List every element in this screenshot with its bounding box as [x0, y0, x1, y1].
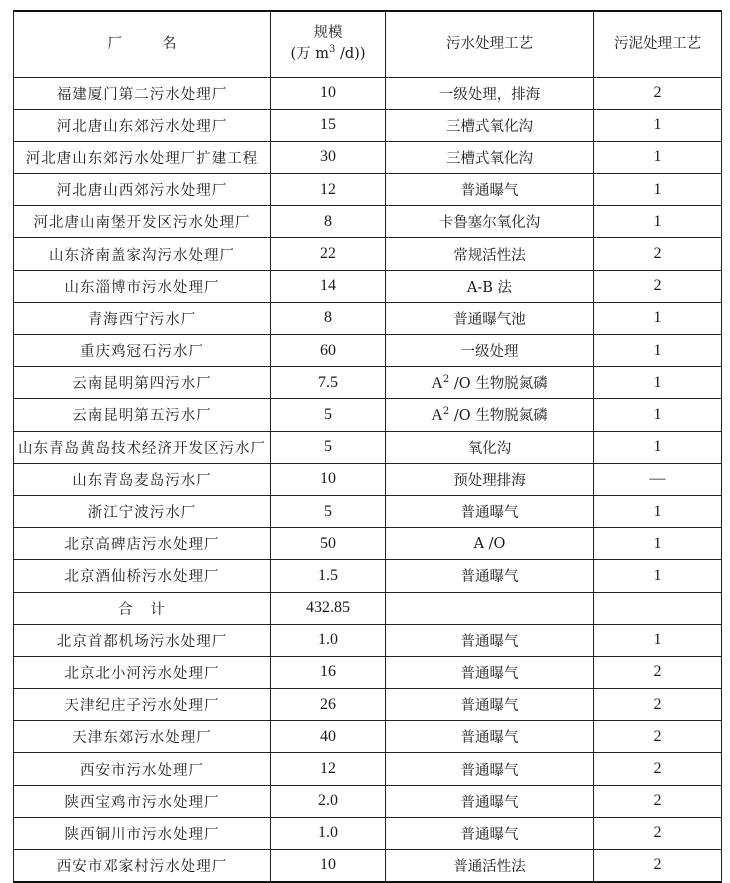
sewage-process-cell: 普通曝气 [386, 560, 594, 592]
scale-cell: 22 [271, 238, 386, 270]
sewage-process-cell: 普通曝气 [386, 785, 594, 817]
table-row [14, 270, 722, 302]
header-row [14, 11, 722, 77]
scale-cell: 12 [271, 174, 386, 206]
sludge-process-cell: 2 [594, 270, 722, 302]
table-row [14, 656, 722, 688]
sludge-process-cell: 2 [594, 689, 722, 721]
sludge-process-cell [594, 592, 722, 624]
scale-cell: 30 [271, 141, 386, 173]
plant-name-cell: 重庆鸡冠石污水厂 [14, 335, 271, 367]
scale-cell: 1.5 [271, 560, 386, 592]
col-header-scale [271, 11, 386, 77]
plant-name-cell: 浙江宁波污水厂 [14, 495, 271, 527]
sewage-process-cell: $A^2$ /O 生物脱氮磷 [386, 399, 594, 431]
sewage-process-cell: 卡鲁塞尔氧化沟 [386, 206, 594, 238]
scale-cell: 12 [271, 753, 386, 785]
col-header-plant-name: 厂 名 [14, 11, 271, 77]
table-row [14, 109, 722, 141]
scale-header-unit: (万 $m^3$ /d)) [290, 44, 366, 63]
plant-name-cell: 北京酒仙桥污水处理厂 [14, 560, 271, 592]
sludge-process-cell: 2 [594, 817, 722, 849]
plant-name-cell: 西安市邓家村污水处理厂 [14, 850, 271, 882]
plant-name-cell: 陕西铜川市污水处理厂 [14, 817, 271, 849]
sewage-process-cell: $A^2$ /O 生物脱氮磷 [386, 367, 594, 399]
sewage-process-cell: 普通曝气 [386, 656, 594, 688]
scale-cell: 40 [271, 721, 386, 753]
scale-cell: 8 [271, 206, 386, 238]
sludge-process-cell: 2 [594, 785, 722, 817]
sludge-process-cell: 2 [594, 850, 722, 882]
table-row [14, 624, 722, 656]
sewage-process-cell: 普通曝气 [386, 753, 594, 785]
plant-name-cell: 合 计 [14, 592, 271, 624]
sewage-process-cell: 常规活性法 [386, 238, 594, 270]
sewage-process-cell: 一级处理，排海 [386, 77, 594, 109]
plant-name-cell: 青海西宁污水厂 [14, 302, 271, 334]
plant-name-cell: 河北唐山南堡开发区污水处理厂 [14, 206, 271, 238]
sludge-process-cell: 1 [594, 206, 722, 238]
table-row [14, 689, 722, 721]
plant-name-cell: 河北唐山东郊污水处理厂扩建工程 [14, 141, 271, 173]
plant-name-cell: 山东青岛麦岛污水厂 [14, 463, 271, 495]
table-row [14, 335, 722, 367]
plant-name-cell: 天津东郊污水处理厂 [14, 721, 271, 753]
scale-cell: 10 [271, 77, 386, 109]
sewage-process-cell: A /O [386, 528, 594, 560]
sewage-process-cell: 预处理排海 [386, 463, 594, 495]
sludge-process-cell: 1 [594, 431, 722, 463]
sludge-process-cell: 1 [594, 109, 722, 141]
plant-name-cell: 北京北小河污水处理厂 [14, 656, 271, 688]
sewage-process-cell [386, 592, 594, 624]
plant-name-cell: 山东青岛黄岛技术经济开发区污水厂 [14, 431, 271, 463]
col-header-sewage-process: 污水处理工艺 [386, 11, 594, 77]
table-row [14, 495, 722, 527]
scale-cell: 60 [271, 335, 386, 367]
sewage-process-cell: A-B 法 [386, 270, 594, 302]
plant-name-cell: 陕西宝鸡市污水处理厂 [14, 785, 271, 817]
sewage-process-cell: 普通曝气 [386, 624, 594, 656]
plant-name-cell: 云南昆明第五污水厂 [14, 399, 271, 431]
plant-name-cell: 福建厦门第二污水处理厂 [14, 77, 271, 109]
scale-cell: 2.0 [271, 785, 386, 817]
sludge-process-cell: 2 [594, 238, 722, 270]
table-row [14, 817, 722, 849]
sludge-process-cell: 1 [594, 141, 722, 173]
sludge-process-cell: 1 [594, 302, 722, 334]
table-row [14, 399, 722, 431]
table-row [14, 592, 722, 624]
table-row [14, 77, 722, 109]
scale-cell: 15 [271, 109, 386, 141]
sludge-process-cell: 1 [594, 495, 722, 527]
scale-cell: 16 [271, 656, 386, 688]
sewage-process-cell: 三槽式氧化沟 [386, 141, 594, 173]
sewage-process-cell: 普通曝气 [386, 174, 594, 206]
scale-cell: 5 [271, 495, 386, 527]
sludge-process-cell: 2 [594, 77, 722, 109]
scale-cell: 5 [271, 399, 386, 431]
wastewater-plant-table [13, 10, 722, 883]
scale-cell: 14 [271, 270, 386, 302]
sludge-process-cell: 1 [594, 399, 722, 431]
table-header [14, 11, 722, 77]
plant-name-cell: 西安市污水处理厂 [14, 753, 271, 785]
scale-cell: 5 [271, 431, 386, 463]
plant-name-cell: 北京高碑店污水处理厂 [14, 528, 271, 560]
sewage-process-cell: 一级处理 [386, 335, 594, 367]
sewage-process-cell: 普通曝气池 [386, 302, 594, 334]
table-row [14, 141, 722, 173]
col-header-sludge-process: 污泥处理工艺 [594, 11, 722, 77]
sewage-process-cell: 三槽式氧化沟 [386, 109, 594, 141]
table-row [14, 367, 722, 399]
sludge-process-cell: 1 [594, 528, 722, 560]
plant-name-cell: 北京首都机场污水处理厂 [14, 624, 271, 656]
sewage-process-cell: 普通活性法 [386, 850, 594, 882]
scale-cell: 1.0 [271, 817, 386, 849]
table-row [14, 302, 722, 334]
plant-name-cell: 天津纪庄子污水处理厂 [14, 689, 271, 721]
table-row [14, 753, 722, 785]
plant-name-cell: 河北唐山西郊污水处理厂 [14, 174, 271, 206]
scale-cell: 7.5 [271, 367, 386, 399]
scale-cell: 50 [271, 528, 386, 560]
sewage-process-cell: 普通曝气 [386, 817, 594, 849]
scale-cell: 10 [271, 463, 386, 495]
sewage-process-cell: 氧化沟 [386, 431, 594, 463]
scale-cell: 1.0 [271, 624, 386, 656]
sludge-process-cell: 1 [594, 335, 722, 367]
table-row [14, 431, 722, 463]
sludge-process-cell: 2 [594, 656, 722, 688]
sludge-process-cell: 1 [594, 624, 722, 656]
table-row [14, 238, 722, 270]
sewage-process-cell: 普通曝气 [386, 721, 594, 753]
sludge-process-cell: 2 [594, 721, 722, 753]
scale-cell: 432.85 [271, 592, 386, 624]
plant-name-cell: 山东淄博市污水处理厂 [14, 270, 271, 302]
scale-header-line1: 规模 [313, 25, 343, 42]
scale-cell: 8 [271, 302, 386, 334]
table-row [14, 560, 722, 592]
sludge-process-cell: 1 [594, 367, 722, 399]
table-row [14, 528, 722, 560]
table-row [14, 721, 722, 753]
table-row [14, 850, 722, 882]
plant-name-cell: 山东济南盖家沟污水处理厂 [14, 238, 271, 270]
table-body [14, 77, 722, 882]
sewage-process-cell: 普通曝气 [386, 495, 594, 527]
table-row [14, 785, 722, 817]
plant-name-cell: 云南昆明第四污水厂 [14, 367, 271, 399]
sludge-process-cell: 2 [594, 753, 722, 785]
scale-cell: 26 [271, 689, 386, 721]
plant-name-cell: 河北唐山东郊污水处理厂 [14, 109, 271, 141]
table-row [14, 206, 722, 238]
table-row [14, 463, 722, 495]
sludge-process-cell: 1 [594, 174, 722, 206]
sewage-process-cell: 普通曝气 [386, 689, 594, 721]
table-row [14, 174, 722, 206]
scale-cell: 10 [271, 850, 386, 882]
sludge-process-cell: — [594, 463, 722, 495]
sludge-process-cell: 1 [594, 560, 722, 592]
